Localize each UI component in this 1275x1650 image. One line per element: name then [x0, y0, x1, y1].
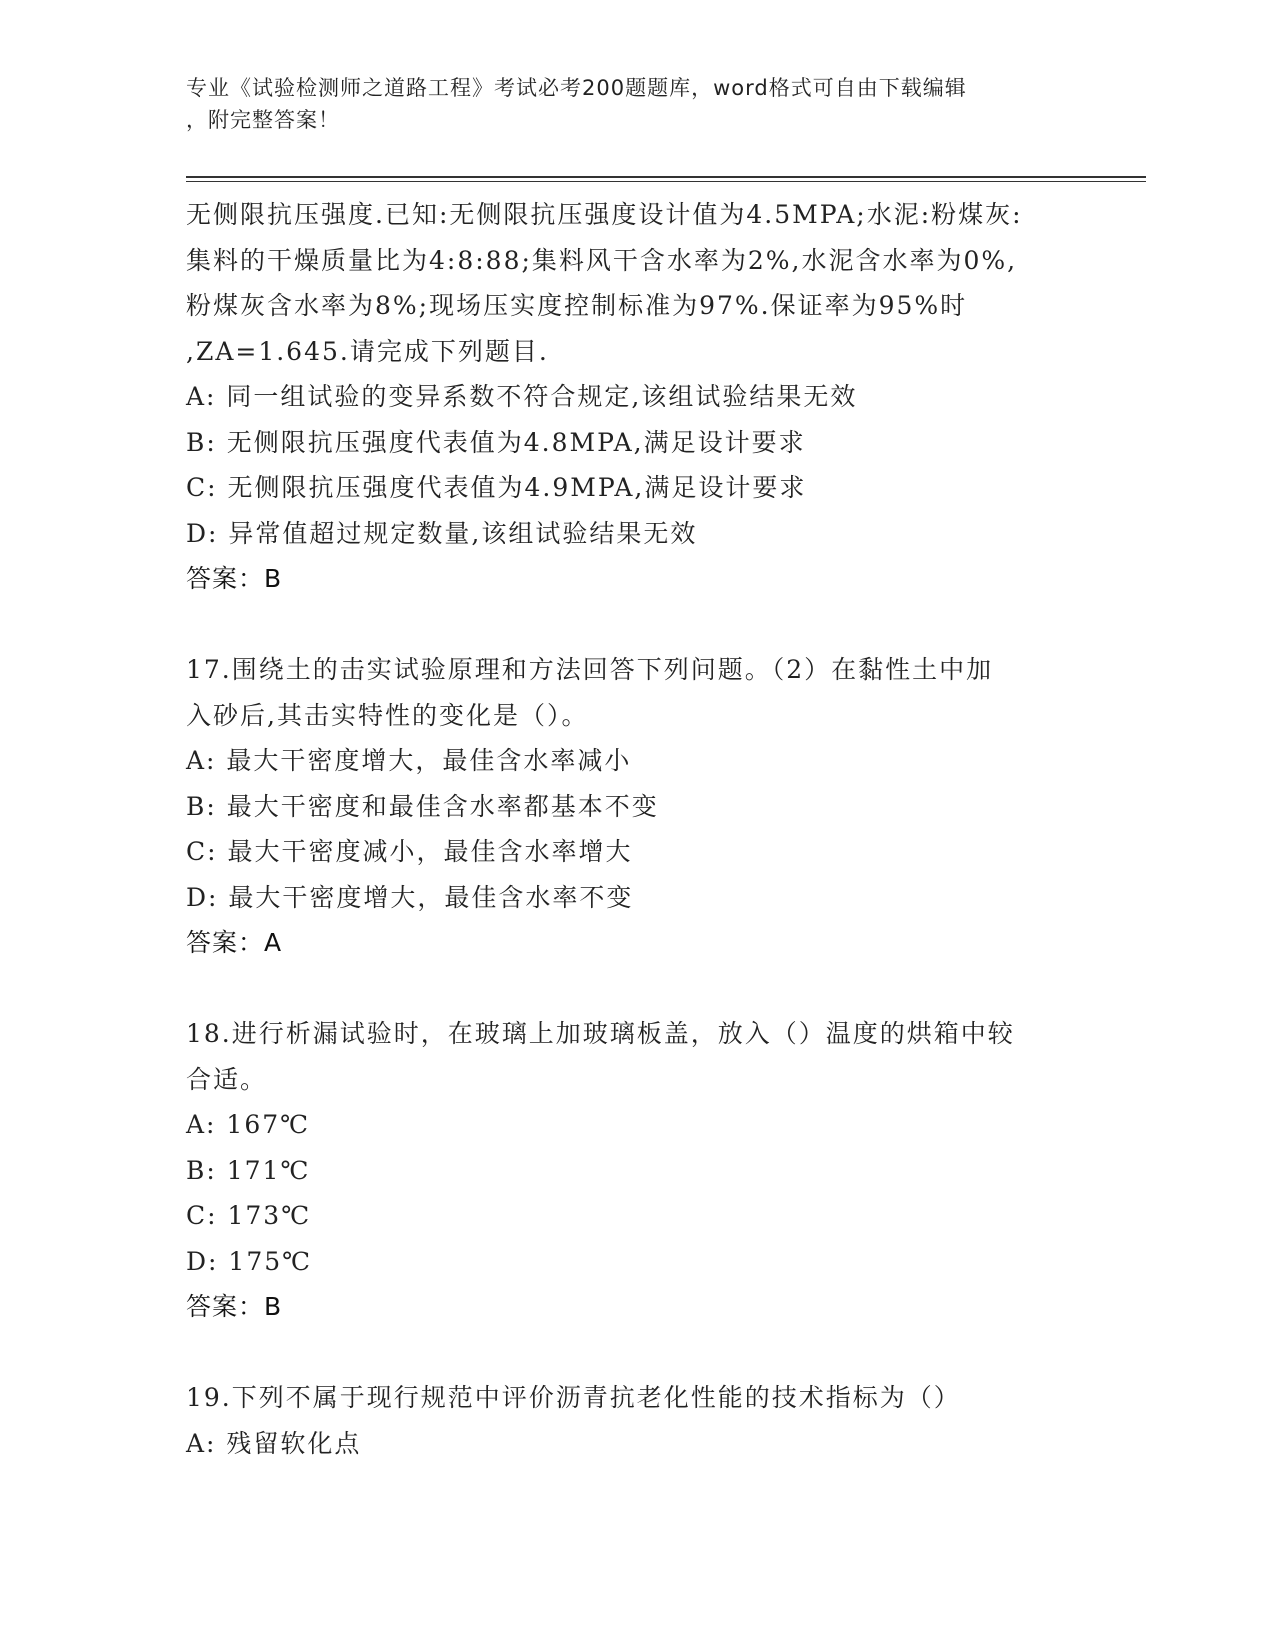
document-header	[186, 72, 1076, 136]
question-list	[186, 192, 1096, 1466]
option-c: C: 无侧限抗压强度代表值为4.9MPA,满足设计要求	[186, 473, 807, 502]
question-stem-line: 合适。	[186, 1064, 268, 1094]
option-d: D: 175℃	[186, 1246, 313, 1276]
option-c: C: 173℃	[186, 1201, 312, 1230]
question-stem-line: 集料的干燥质量比为4:8:88;集料风干含水率为2%,水泥含水率为0%,	[186, 245, 1018, 275]
header-line-2: ，附完整答案！	[186, 108, 340, 132]
question-stem-line: 18.进行析漏试验时，在玻璃上加玻璃板盖，放入（）温度的烘箱中较	[186, 1019, 1015, 1048]
question-stem-line: 无侧限抗压强度.已知:无侧限抗压强度设计值为4.5MPA;水泥:粉煤灰:	[186, 200, 1023, 229]
header-rule-thin	[186, 181, 1146, 182]
option-b: B: 最大干密度和最佳含水率都基本不变	[186, 791, 659, 821]
question-16	[186, 192, 1096, 602]
question-stem-line: 粉煤灰含水率为8%;现场压实度控制标准为97%.保证率为95%时	[186, 291, 968, 320]
answer: 答案：B	[186, 564, 283, 593]
question-stem-line: ,ZA=1.645.请完成下列题目.	[186, 336, 549, 366]
answer: 答案：A	[186, 928, 283, 957]
question-stem-line: 17.围绕土的击实试验原理和方法回答下列问题。（2）在黏性土中加	[186, 655, 994, 684]
header-line-1: 专业《试验检测师之道路工程》考试必考200题题库，word格式可自由下载编辑	[186, 76, 967, 100]
question-19	[186, 1375, 1096, 1466]
question-18	[186, 1011, 1096, 1330]
option-a: A: 残留软化点	[186, 1428, 362, 1458]
question-17	[186, 647, 1096, 966]
question-stem-line: 19.下列不属于现行规范中评价沥青抗老化性能的技术指标为（）	[186, 1383, 961, 1412]
option-d: D: 异常值超过规定数量,该组试验结果无效	[186, 518, 698, 548]
option-a: A: 167℃	[186, 1110, 311, 1139]
option-d: D: 最大干密度增大，最佳含水率不变	[186, 882, 634, 912]
spacer	[186, 1330, 1096, 1376]
spacer	[186, 602, 1096, 648]
header-rule-thick	[186, 176, 1146, 178]
option-a: A: 同一组试验的变异系数不符合规定,该组试验结果无效	[186, 382, 858, 411]
option-b: B: 171℃	[186, 1155, 311, 1185]
option-a: A: 最大干密度增大，最佳含水率减小	[186, 746, 632, 775]
question-stem-line: 入砂后,其击实特性的变化是（）。	[186, 700, 589, 730]
spacer	[186, 966, 1096, 1012]
option-c: C: 最大干密度减小，最佳含水率增大	[186, 837, 633, 866]
option-b: B: 无侧限抗压强度代表值为4.8MPA,满足设计要求	[186, 427, 806, 457]
answer: 答案：B	[186, 1292, 283, 1321]
